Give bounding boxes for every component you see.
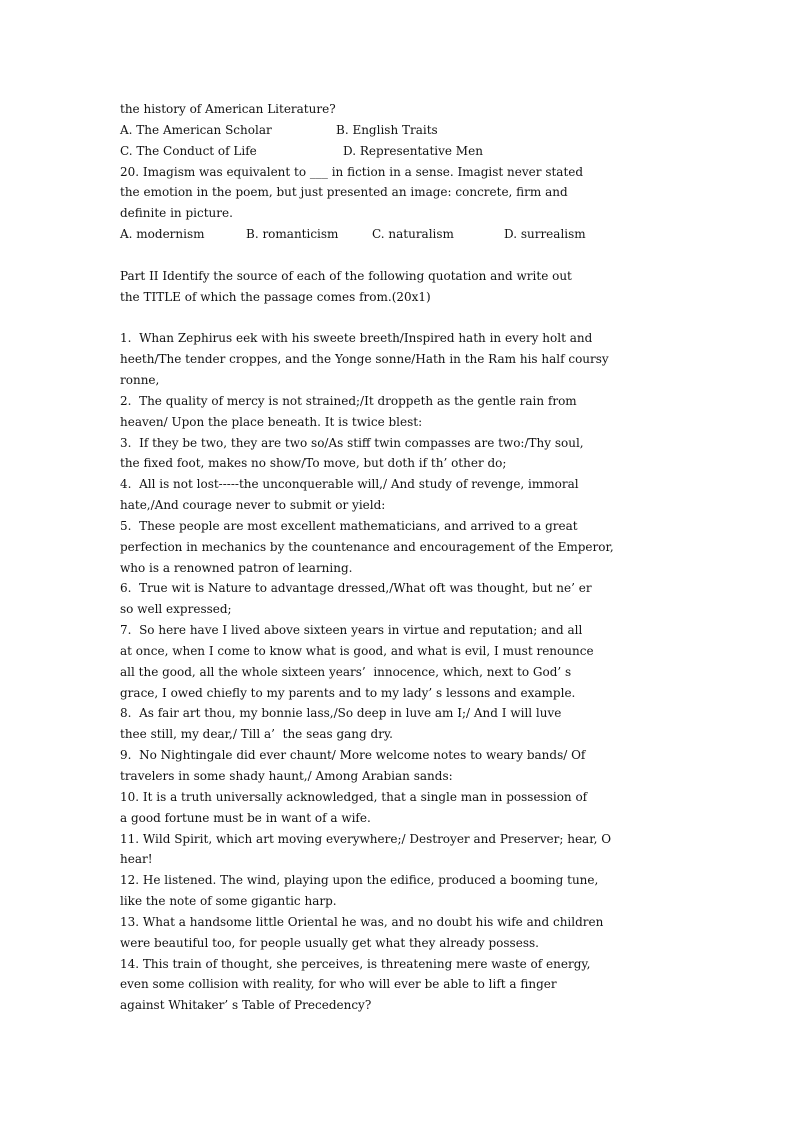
quotation-item-9	[120, 745, 680, 787]
blank-line	[120, 307, 680, 328]
quotation-line: 12. He listened. The wind, playing upon the edifice, produced a booming tune,	[120, 873, 599, 888]
quotation-item-12	[120, 870, 680, 912]
quotation-line: perfection in mechanics by the countenance and encouragement of the Emperor,	[120, 539, 614, 554]
quotation-line: 4. All is not lost-----the unconquerable will,/ And study of revenge, immoral	[120, 477, 579, 492]
quotation-line: ronne,	[120, 372, 160, 387]
quotation-line: 5. These people are most excellent mathematicians, and arrived to a great	[120, 518, 578, 533]
quotation-line: at once, when I come to know what is good, and what is evil, I must renounce	[120, 643, 594, 658]
document-page	[120, 99, 680, 1016]
quotation-line: 13. What a handsome little Oriental he was, and no doubt his wife and children	[120, 914, 604, 929]
quotation-item-14	[120, 954, 680, 1017]
q20-option-b: B. romanticism	[246, 227, 339, 242]
quotation-line: 9. No Nightingale did ever chaunt/ More welcome notes to weary bands/ Of	[120, 748, 586, 763]
quotation-line: thee still, my dear,/ Till a’ the seas gang dry.	[120, 727, 393, 742]
q20-line-3: definite in picture.	[120, 206, 233, 221]
q20-options-row	[120, 224, 680, 245]
quotation-line: all the good, all the whole sixteen years’ innocence, which, next to God’ s	[120, 664, 572, 679]
part2-heading-line-1: Part II Identify the source of each of the following quotation and write out	[120, 268, 572, 283]
quotation-list	[120, 328, 680, 1016]
quotation-line: grace, I owed chiefly to my parents and to my lady’ s lessons and example.	[120, 685, 576, 700]
q20-line-2: the emotion in the poem, but just presented an image: concrete, firm and	[120, 185, 568, 200]
quotation-line: so well expressed;	[120, 602, 232, 617]
q19-option-c: C. The Conduct of Life	[120, 143, 257, 158]
quotation-line: 14. This train of thought, she perceives, is threatening mere waste of energy,	[120, 956, 591, 971]
q19-option-b: B. English Traits	[336, 122, 438, 137]
quotation-item-1	[120, 328, 680, 391]
quotation-line: who is a renowned patron of learning.	[120, 560, 353, 575]
quotation-item-13	[120, 912, 680, 954]
quotation-line: 2. The quality of mercy is not strained;/It droppeth as the gentle rain from	[120, 393, 577, 408]
quotation-line: 10. It is a truth universally acknowledged, that a single man in possession of	[120, 789, 588, 804]
quotation-line: against Whitaker’ s Table of Precedency?	[120, 998, 372, 1013]
quotation-item-10	[120, 787, 680, 829]
quotation-item-11	[120, 829, 680, 871]
q20-line-1: 20. Imagism was equivalent to ___ in fiction in a sense. Imagist never stated	[120, 164, 584, 179]
quotation-line: 1. Whan Zephirus eek with his sweete breeth/Inspired hath in every holt and	[120, 331, 593, 346]
quotation-line: 3. If they be two, they are two so/As stiff twin compasses are two:/Thy soul,	[120, 435, 584, 450]
quotation-line: 11. Wild Spirit, which art moving everywhere;/ Destroyer and Preserver; hear, O	[120, 831, 612, 846]
q19-option-d: D. Representative Men	[343, 143, 483, 158]
quotation-line: like the note of some gigantic harp.	[120, 894, 337, 909]
quotation-line: 8. As fair art thou, my bonnie lass,/So deep in luve am I;/ And I will luve	[120, 706, 562, 721]
quotation-line: 6. True wit is Nature to advantage dressed,/What oft was thought, but ne’ er	[120, 581, 592, 596]
quotation-line: were beautiful too, for people usually get what they already possess.	[120, 935, 539, 950]
part2-heading-line-2: the TITLE of which the passage comes from.(20x1)	[120, 289, 431, 304]
q19-option-a: A. The American Scholar	[120, 122, 272, 137]
quotation-item-8	[120, 703, 680, 745]
quotation-item-2	[120, 391, 680, 433]
quotation-line: a good fortune must be in want of a wife.	[120, 810, 371, 825]
quotation-line: 7. So here have I lived above sixteen years in virtue and reputation; and all	[120, 623, 583, 638]
quotation-line: the fixed foot, makes no show/To move, but doth if th’ other do;	[120, 456, 507, 471]
quotation-item-3	[120, 433, 680, 475]
quotation-item-6	[120, 578, 680, 620]
quotation-line: heaven/ Upon the place beneath. It is twice blest:	[120, 414, 423, 429]
q19-stem-tail: the history of American Literature?	[120, 102, 336, 116]
quotation-line: heeth/The tender croppes, and the Yonge sonne/Hath in the Ram his half coursy	[120, 352, 609, 367]
quotation-item-4	[120, 474, 680, 516]
quotation-line: hate,/And courage never to submit or yield:	[120, 498, 386, 513]
quotation-item-7	[120, 620, 680, 703]
quotation-line: hear!	[120, 852, 153, 867]
quotation-line: even some collision with reality, for who will ever be able to lift a finger	[120, 977, 557, 992]
q20-option-c: C. naturalism	[372, 227, 454, 242]
quotation-line: travelers in some shady haunt,/ Among Arabian sands:	[120, 769, 453, 783]
q19-options-row-2	[120, 141, 680, 162]
blank-line	[120, 245, 680, 266]
q20-option-d: D. surrealism	[504, 227, 586, 242]
quotation-item-5	[120, 516, 680, 579]
q19-options-row-1	[120, 120, 680, 141]
q20-option-a: A. modernism	[120, 227, 205, 242]
